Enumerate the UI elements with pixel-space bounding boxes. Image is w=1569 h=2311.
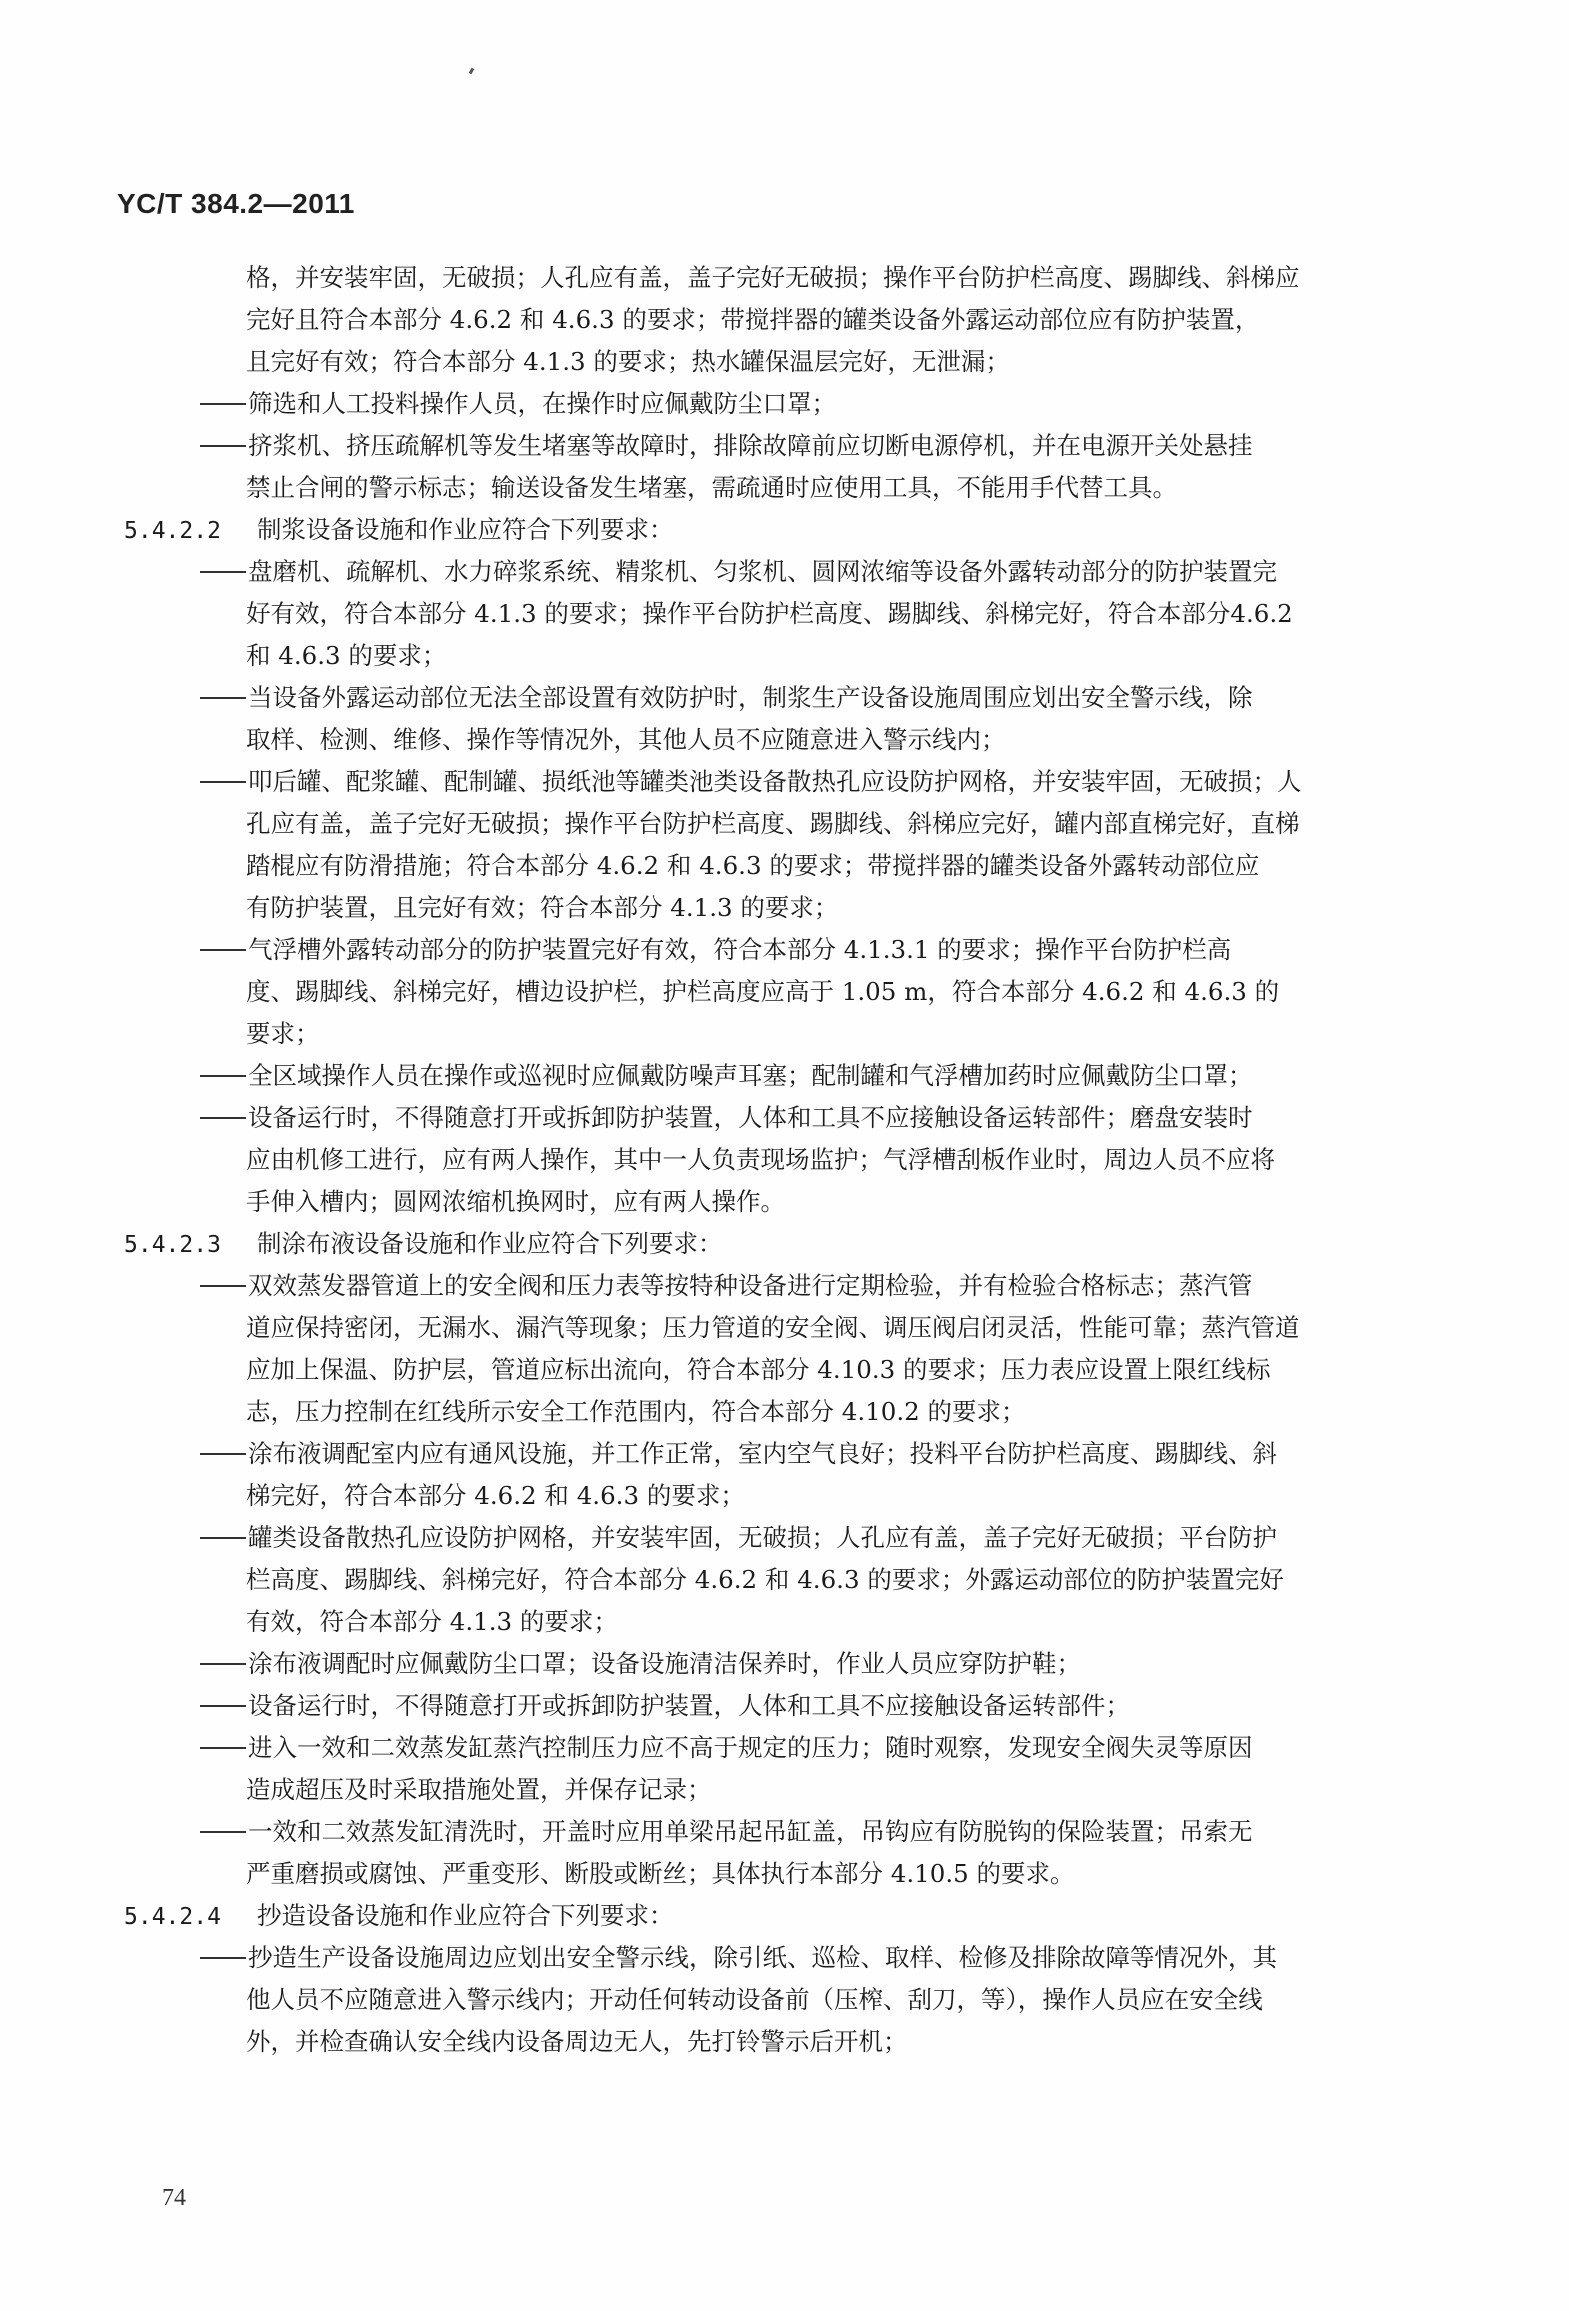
text-line: 他人员不应随意进入警示线内；开动任何转动设备前（压榨、刮刀，等），操作人员应在安全线 bbox=[246, 1985, 1263, 2014]
em-dash bbox=[200, 571, 246, 573]
em-dash bbox=[200, 1453, 246, 1455]
list-item-text: 叩后罐、配浆罐、配制罐、损纸池等罐类池类设备散热孔应设防护网格，并安装牢固，无破损；人 bbox=[248, 767, 1302, 796]
text-line: 禁止合闸的警示标志；输送设备发生堵塞，需疏通时应使用工具，不能用手代替工具。 bbox=[246, 473, 1177, 502]
clause-number: 5.4.2.2 bbox=[124, 518, 221, 544]
list-item-text: 进入一效和二效蒸发缸蒸汽控制压力应不高于规定的压力；随时观察，发现安全阀失灵等原因 bbox=[248, 1733, 1253, 1762]
list-item-text: 一效和二效蒸发缸清洗时，开盖时应用单梁吊起吊缸盖，吊钩应有防脱钩的保险装置；吊索无 bbox=[248, 1817, 1253, 1846]
em-dash bbox=[200, 1537, 246, 1539]
text-line: 好有效，符合本部分 4.1.3 的要求；操作平台防护栏高度、踢脚线、斜梯完好，符合本部分4.6.2 bbox=[246, 599, 1293, 628]
em-dash bbox=[200, 1747, 246, 1749]
text-line: 造成超压及时采取措施处置，并保存记录； bbox=[246, 1775, 712, 1804]
page-number: 74 bbox=[162, 2185, 186, 2211]
text-line: 严重磨损或腐蚀、严重变形、断股或断丝；具体执行本部分 4.10.5 的要求。 bbox=[246, 1859, 1075, 1888]
text-line: 手伸入槽内；圆网浓缩机换网时，应有两人操作。 bbox=[246, 1187, 785, 1216]
list-item bbox=[124, 677, 1392, 719]
document-body bbox=[124, 257, 1392, 2063]
standard-code-header: YC/T 384.2—2011 bbox=[117, 188, 355, 219]
clause-number: 5.4.2.3 bbox=[124, 1232, 221, 1258]
list-item bbox=[124, 1433, 1392, 1475]
clause-heading bbox=[124, 1223, 1392, 1265]
text-line: 栏高度、踢脚线、斜梯完好，符合本部分 4.6.2 和 4.6.3 的要求；外露运动部位的防护装置完好 bbox=[246, 1565, 1284, 1594]
text-line: 道应保持密闭，无漏水、漏汽等现象；压力管道的安全阀、调压阀启闭灵活，性能可靠；蒸汽管道 bbox=[246, 1313, 1300, 1342]
em-dash bbox=[200, 1285, 246, 1287]
list-item-text: 全区域操作人员在操作或巡视时应佩戴防噪声耳塞；配制罐和气浮槽加药时应佩戴防尘口罩； bbox=[248, 1061, 1253, 1090]
text-line: 且完好有效；符合本部分 4.1.3 的要求；热水罐保温层完好，无泄漏； bbox=[246, 347, 1010, 376]
list-item-text: 盘磨机、疏解机、水力碎浆系统、精浆机、匀浆机、圆网浓缩等设备外露转动部分的防护装置完 bbox=[248, 557, 1277, 586]
text-line: 踏棍应有防滑措施；符合本部分 4.6.2 和 4.6.3 的要求；带搅拌器的罐类设备外露转动部位应 bbox=[246, 851, 1260, 880]
list-item-text: 当设备外露运动部位无法全部设置有效防护时，制浆生产设备设施周围应划出安全警示线，除 bbox=[248, 683, 1253, 712]
text-line: 外，并检查确认安全线内设备周边无人，先打铃警示后开机； bbox=[246, 2027, 908, 2056]
list-item bbox=[124, 1643, 1392, 1685]
em-dash bbox=[200, 781, 246, 783]
em-dash bbox=[200, 1663, 246, 1665]
list-item bbox=[124, 929, 1392, 971]
clause-heading bbox=[124, 1895, 1392, 1937]
em-dash bbox=[200, 949, 246, 951]
list-item bbox=[124, 1937, 1392, 1979]
list-item-text: 双效蒸发器管道上的安全阀和压力表等按特种设备进行定期检验，并有检验合格标志；蒸汽管 bbox=[248, 1271, 1253, 1300]
list-item bbox=[124, 1811, 1392, 1853]
em-dash bbox=[200, 1117, 246, 1119]
em-dash bbox=[200, 1705, 246, 1707]
list-item bbox=[124, 425, 1392, 467]
text-line: 格，并安装牢固，无破损；人孔应有盖，盖子完好无破损；操作平台防护栏高度、踢脚线、斜梯应 bbox=[246, 263, 1300, 292]
em-dash bbox=[200, 1957, 246, 1959]
text-line: 度、踢脚线、斜梯完好，槽边设护栏，护栏高度应高于 1.05 m，符合本部分 4.6.2 和 4.6.3 的 bbox=[246, 977, 1280, 1006]
list-item bbox=[124, 1097, 1392, 1139]
em-dash bbox=[200, 445, 246, 447]
text-line: 和 4.6.3 的要求； bbox=[246, 641, 447, 670]
list-item bbox=[124, 551, 1392, 593]
list-item bbox=[124, 1055, 1392, 1097]
clause-title: 抄造设备设施和作业应符合下列要求： bbox=[257, 1901, 674, 1930]
list-item-text: 涂布液调配室内应有通风设施，并工作正常，室内空气良好；投料平台防护栏高度、踢脚线、斜 bbox=[248, 1439, 1277, 1468]
em-dash bbox=[200, 1075, 246, 1077]
em-dash bbox=[200, 697, 246, 699]
list-item bbox=[124, 383, 1392, 425]
text-line: 应加上保温、防护层，管道应标出流向，符合本部分 4.10.3 的要求；压力表应设置上限红线标 bbox=[246, 1355, 1271, 1384]
list-item-text: 设备运行时，不得随意打开或拆卸防护装置，人体和工具不应接触设备运转部件； bbox=[248, 1691, 1130, 1720]
list-item-text: 筛选和人工投料操作人员，在操作时应佩戴防尘口罩； bbox=[248, 389, 836, 418]
em-dash bbox=[200, 403, 246, 405]
list-item-text: 挤浆机、挤压疏解机等发生堵塞等故障时，排除故障前应切断电源停机，并在电源开关处悬挂 bbox=[248, 431, 1253, 460]
text-line: 孔应有盖，盖子完好无破损；操作平台防护栏高度、踢脚线、斜梯应完好，罐内部直梯完好，直梯 bbox=[246, 809, 1300, 838]
text-line: 取样、检测、维修、操作等情况外，其他人员不应随意进入警示线内； bbox=[246, 725, 1006, 754]
list-item bbox=[124, 1685, 1392, 1727]
clause-heading bbox=[124, 509, 1392, 551]
list-item-text: 气浮槽外露转动部分的防护装置完好有效，符合本部分 4.1.3.1 的要求；操作平台防护栏高 bbox=[248, 935, 1232, 964]
list-item-text: 设备运行时，不得随意打开或拆卸防护装置，人体和工具不应接触设备运转部件；磨盘安装时 bbox=[248, 1103, 1253, 1132]
text-line: 应由机修工进行，应有两人操作，其中一人负责现场监护；气浮槽刮板作业时，周边人员不应将 bbox=[246, 1145, 1275, 1174]
clause-title: 制浆设备设施和作业应符合下列要求： bbox=[257, 515, 674, 544]
list-item-text: 涂布液调配时应佩戴防尘口罩；设备设施清洁保养时，作业人员应穿防护鞋； bbox=[248, 1649, 1081, 1678]
list-item-text: 罐类设备散热孔应设防护网格，并安装牢固，无破损；人孔应有盖，盖子完好无破损；平台防护 bbox=[248, 1523, 1277, 1552]
list-item bbox=[124, 761, 1392, 803]
list-item-text: 抄造生产设备设施周边应划出安全警示线，除引纸、巡检、取样、检修及排除故障等情况外，其 bbox=[248, 1943, 1277, 1972]
list-item bbox=[124, 1727, 1392, 1769]
list-item bbox=[124, 1265, 1392, 1307]
em-dash bbox=[200, 1831, 246, 1833]
clause-number: 5.4.2.4 bbox=[124, 1904, 221, 1930]
text-line: 要求； bbox=[246, 1019, 320, 1048]
list-item bbox=[124, 1517, 1392, 1559]
text-line: 志，压力控制在红线所示安全工作范围内，符合本部分 4.10.2 的要求； bbox=[246, 1397, 1026, 1426]
text-line: 有效，符合本部分 4.1.3 的要求； bbox=[246, 1607, 618, 1636]
scan-speck bbox=[469, 68, 475, 75]
text-line: 有防护装置，且完好有效；符合本部分 4.1.3 的要求； bbox=[246, 893, 839, 922]
text-line: 完好且符合本部分 4.6.2 和 4.6.3 的要求；带搅拌器的罐类设备外露运动部位应有防护装置， bbox=[246, 305, 1260, 334]
text-line: 梯完好，符合本部分 4.6.2 和 4.6.3 的要求； bbox=[246, 1481, 745, 1510]
clause-title: 制涂布液设备设施和作业应符合下列要求： bbox=[257, 1229, 723, 1258]
